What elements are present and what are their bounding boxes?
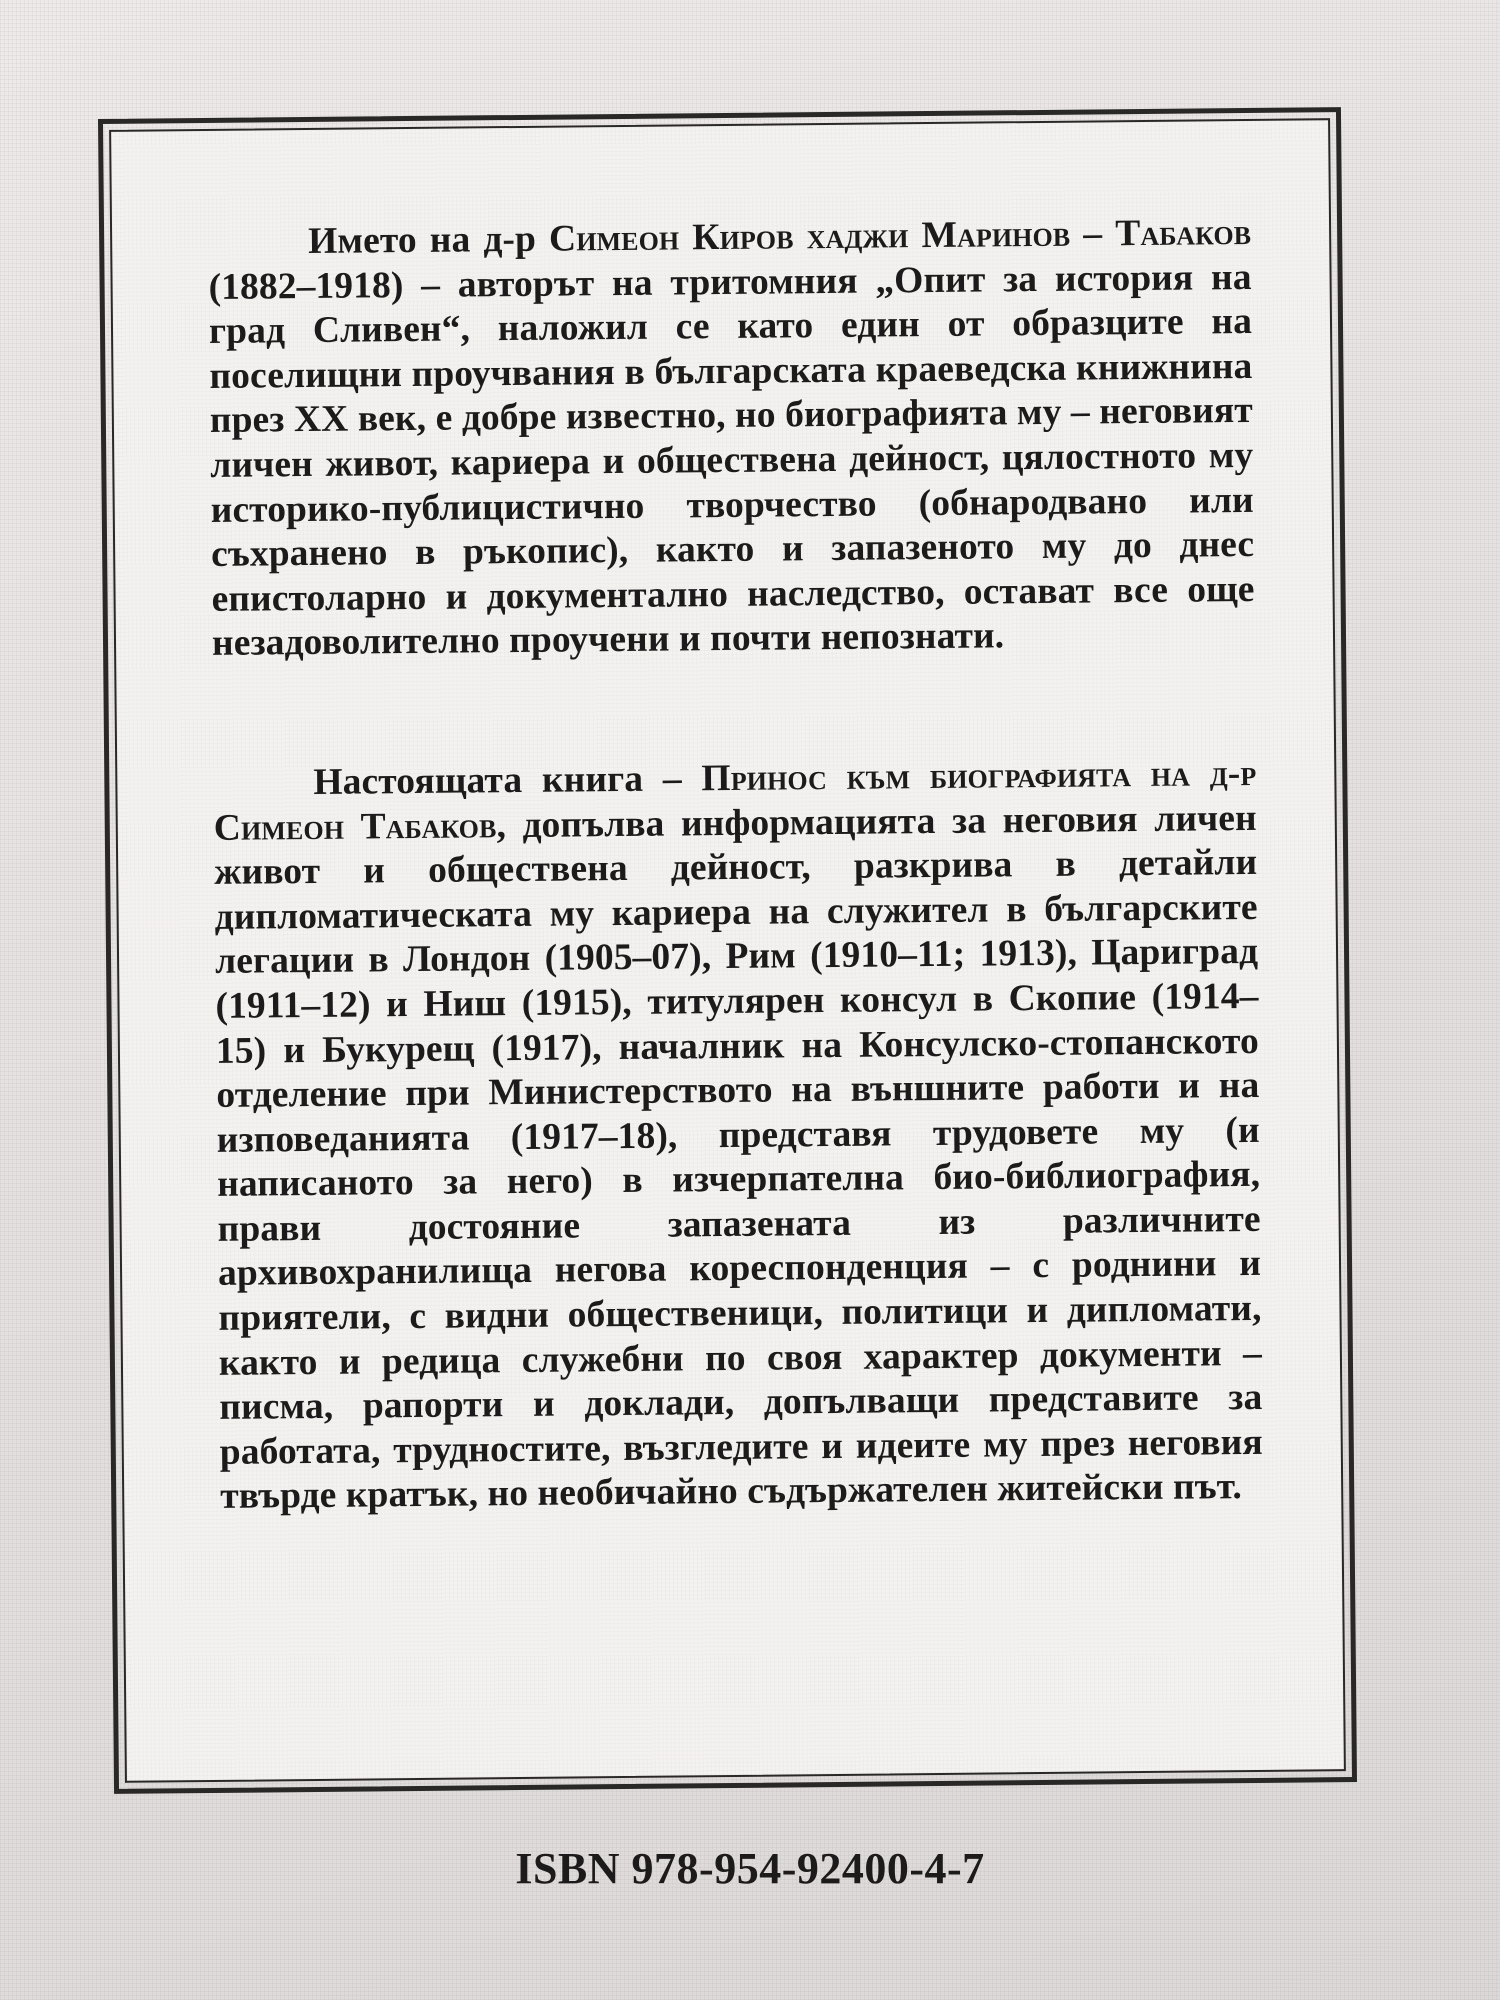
paragraph-2-body: , допълва информацията за неговия личен живот и обществена дейност, разкрива в детайли дипломатическата му кариера на служител в българските легации в Лондон (1905–07), Рим (1910–11; 1913), Цариград (1911–12) и Ниш (1915), титулярен консул в Скопие (1914–15) и Букурещ (1917), началник на Консулско-стопанското отделение при Министерството на външните работи и на изповеданията (1917–18), представя трудовете му (и написаното за него) в изчерпателна био-библиография, прави достояние запазената из различните архивохранилища негова кореспонденция – с роднини и приятели, с видни общественици, политици и дипломати, както и редица служебни по своя характер документи – писма, рапорти и доклади, допълващи представите за работата, трудностите, възгледите и идеите му през неговия твърде кратък, но необичайно съдържателен житейски път.: [214, 797, 1263, 1518]
author-name: Симеон Киров хаджи Маринов – Табаков: [548, 211, 1252, 260]
paragraph-1-lead: Името на д-р: [307, 218, 550, 262]
cover-frame: [98, 107, 1357, 1794]
book-title: Принос към биографията на д-р Симеон Табаков: [213, 752, 1257, 849]
paragraph-2-lead: Настоящата книга –: [313, 758, 702, 803]
text-panel: [109, 118, 1346, 1783]
paragraph-1: [208, 211, 1255, 667]
isbn-number: ISBN 978-954-92400-4-7: [515, 1844, 985, 1893]
blurb-text: [208, 211, 1263, 1520]
paragraph-1-body: (1882–1918) – авторът на тритомния „Опит за история на град Сливен“, наложил се като един от образците на поселищни проучвания в българската краеведска книжнина през XX век, е добре известно, но биографията му – неговият личен живот, кариера и обществена дейност, цялостното му историко-публицистично творчество (обнародвано или съхранено в ръкопис), както и запазеното му до днес епистоларно и документално наследство, остават все още незадоволително проучени и почти непознати.: [208, 256, 1255, 665]
paragraph-2: [213, 752, 1263, 1520]
